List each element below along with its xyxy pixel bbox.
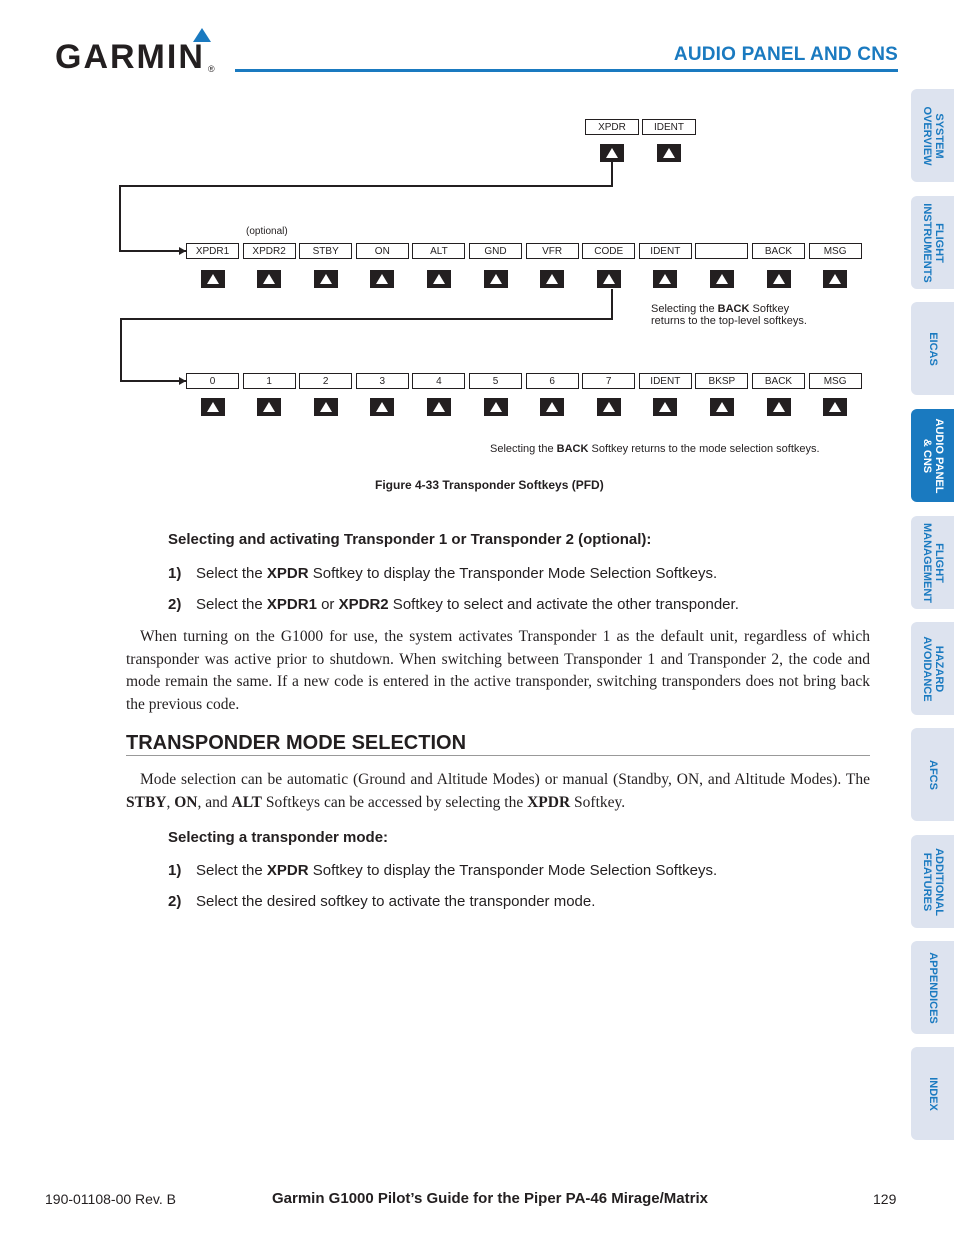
softkey-label: IDENT <box>639 373 692 389</box>
connector-mode-to-code <box>121 289 612 381</box>
para-text: Mode selection can be automatic (Ground and Altitude Modes) or manual (Standby, ON, and Altitude Modes). The <box>140 771 870 788</box>
footer-doc-number: 190-01108-00 Rev. B <box>45 1191 177 1207</box>
note1-line2: returns to the top-level softkeys. <box>651 315 807 327</box>
softkey-button-icon[interactable] <box>823 270 847 288</box>
softkey-label: 5 <box>469 373 522 389</box>
logo-text: GARMIN <box>55 38 205 76</box>
para-bold: XPDR <box>527 793 571 811</box>
softkey-label: XPDR <box>585 119 639 135</box>
back-note-2 <box>490 443 820 455</box>
softkey-button-icon[interactable] <box>370 270 394 288</box>
connector-lines <box>0 0 954 520</box>
registered-mark: ® <box>208 64 215 74</box>
side-tab[interactable] <box>911 835 954 928</box>
softkey-label: MSG <box>809 373 862 389</box>
softkey-button-icon[interactable] <box>484 270 508 288</box>
softkey-label: 1 <box>243 373 296 389</box>
softkey-button-icon[interactable] <box>484 398 508 416</box>
step-bold: XPDR <box>266 862 309 879</box>
softkey-label: 4 <box>412 373 465 389</box>
softkey-label: GND <box>469 243 522 259</box>
para-text: Softkeys can be accessed by selecting the <box>261 793 528 811</box>
step-bold: XPDR2 <box>338 596 389 613</box>
softkey-label: XPDR2 <box>243 243 296 259</box>
page-number: 129 <box>873 1191 897 1207</box>
step-text: Select the <box>196 862 267 879</box>
note2-post: Softkey returns to the mode selection softkeys. <box>588 443 820 455</box>
softkey-button-icon[interactable] <box>201 270 225 288</box>
side-tab-label: APPENDICES <box>926 951 939 1024</box>
section2-step1 <box>168 862 868 879</box>
section1-step2 <box>168 596 868 613</box>
para-text: , and <box>197 793 232 811</box>
softkey-button-icon[interactable] <box>540 270 564 288</box>
side-tab-label: ADDITIONAL FEATURES <box>920 847 945 916</box>
step-bold: XPDR <box>266 565 309 582</box>
note2-bold: BACK <box>556 443 589 455</box>
section2-subhead: Selecting a transponder mode: <box>168 829 389 846</box>
back-note-1 <box>651 303 807 327</box>
softkey-button-icon[interactable] <box>600 144 624 162</box>
softkey-button-icon[interactable] <box>427 398 451 416</box>
softkey-label: 3 <box>356 373 409 389</box>
side-tab-label: EICAS <box>926 331 939 366</box>
side-tab[interactable] <box>911 1047 954 1140</box>
side-tab[interactable] <box>911 728 954 821</box>
step-bold: XPDR1 <box>266 596 317 613</box>
para-bold: STBY <box>126 793 167 811</box>
side-tab[interactable] <box>911 941 954 1034</box>
footer-title: Garmin G1000 Pilot’s Guide for the Piper PA-46 Mirage/Matrix <box>272 1190 708 1207</box>
heading-rule <box>126 755 870 756</box>
section2-paragraph <box>126 769 870 814</box>
softkey-label: ALT <box>412 243 465 259</box>
connector-top-to-mode <box>120 162 612 251</box>
connector-arrowhead-1 <box>179 247 186 255</box>
softkey-button-icon[interactable] <box>710 398 734 416</box>
step-number: 1) <box>168 565 182 582</box>
softkey-label: CODE <box>582 243 635 259</box>
step-text: Select the <box>196 596 267 613</box>
step-text: Softkey to select and activate the other transponder. <box>388 596 739 613</box>
softkey-label: MSG <box>809 243 862 259</box>
note1-post: Softkey <box>749 303 790 315</box>
softkey-button-icon[interactable] <box>370 398 394 416</box>
softkey-label: ON <box>356 243 409 259</box>
softkey-button-icon[interactable] <box>710 270 734 288</box>
side-tab-label: SYSTEM OVERVIEW <box>920 105 945 166</box>
softkey-label <box>695 243 748 259</box>
section2-heading: TRANSPONDER MODE SELECTION <box>126 732 467 754</box>
side-tab[interactable] <box>911 622 954 715</box>
softkey-button-icon[interactable] <box>597 398 621 416</box>
softkey-label: BKSP <box>695 373 748 389</box>
optional-label: (optional) <box>246 226 288 237</box>
softkey-label: BACK <box>752 243 805 259</box>
softkey-button-icon[interactable] <box>823 398 847 416</box>
softkey-button-icon[interactable] <box>653 398 677 416</box>
softkey-label: 2 <box>299 373 352 389</box>
side-tab-label: AFCS <box>926 759 939 790</box>
connector-arrowhead-2 <box>179 377 186 385</box>
softkey-button-icon[interactable] <box>257 398 281 416</box>
section1-subhead: Selecting and activating Transponder 1 or Transponder 2 (optional): <box>168 531 652 548</box>
step-text: Select the <box>196 565 267 582</box>
softkey-label: XPDR1 <box>186 243 239 259</box>
step-number: 1) <box>168 862 182 879</box>
section-title: AUDIO PANEL AND CNS <box>673 44 898 65</box>
step-number: 2) <box>168 596 182 613</box>
side-tab-label: FLIGHT MANAGEMENT <box>920 522 945 603</box>
section1-step1 <box>168 565 868 582</box>
para-bold: ALT <box>231 793 262 811</box>
step-number: 2) <box>168 893 182 910</box>
step-text: Softkey to display the Transponder Mode Selection Softkeys. <box>308 862 718 879</box>
note1-bold: BACK <box>717 303 750 315</box>
softkey-label: 6 <box>526 373 579 389</box>
softkey-button-icon[interactable] <box>657 144 681 162</box>
softkey-label: BACK <box>752 373 805 389</box>
section1-paragraph: When turning on the G1000 for use, the system activates Transponder 1 as the default unit, regardless of which transponder was active prior to shutdown. When switching between Transponder 1 and Transponder 2, the code and mode remain the same. If a new code is entered in the active transponder, switching transponders does not bring back the previous code. <box>126 628 870 713</box>
side-tab-label: HAZARD AVOIDANCE <box>920 635 945 702</box>
softkey-button-icon[interactable] <box>257 270 281 288</box>
softkey-button-icon[interactable] <box>653 270 677 288</box>
note1-pre: Selecting the <box>651 303 718 315</box>
softkey-button-icon[interactable] <box>767 270 791 288</box>
para-bold: ON <box>174 793 198 811</box>
para-text: Softkey. <box>570 793 626 811</box>
step-text: Softkey to display the Transponder Mode Selection Softkeys. <box>308 565 718 582</box>
softkey-label: VFR <box>526 243 579 259</box>
para-text: , <box>166 793 175 811</box>
side-tab-label: FLIGHT INSTRUMENTS <box>920 202 945 283</box>
softkey-label: 7 <box>582 373 635 389</box>
softkey-button-icon[interactable] <box>201 398 225 416</box>
note2-pre: Selecting the <box>490 443 557 455</box>
side-tab[interactable] <box>911 516 954 609</box>
softkey-label: 0 <box>186 373 239 389</box>
side-tab-label: INDEX <box>926 1076 939 1111</box>
softkey-button-icon[interactable] <box>767 398 791 416</box>
softkey-button-icon[interactable] <box>314 270 338 288</box>
softkey-button-icon[interactable] <box>427 270 451 288</box>
softkey-button-icon[interactable] <box>540 398 564 416</box>
softkey-button-icon[interactable] <box>314 398 338 416</box>
step-text: or <box>316 596 339 613</box>
figure-caption: Figure 4-33 Transponder Softkeys (PFD) <box>375 478 604 492</box>
side-tab-label: AUDIO PANEL & CNS <box>920 418 945 493</box>
softkey-label: IDENT <box>639 243 692 259</box>
section2-step2 <box>168 893 868 910</box>
softkey-button-icon[interactable] <box>597 270 621 288</box>
softkey-label: IDENT <box>642 119 696 135</box>
softkey-label: STBY <box>299 243 352 259</box>
step-text: Select the desired softkey to activate the transponder mode. <box>196 893 596 910</box>
